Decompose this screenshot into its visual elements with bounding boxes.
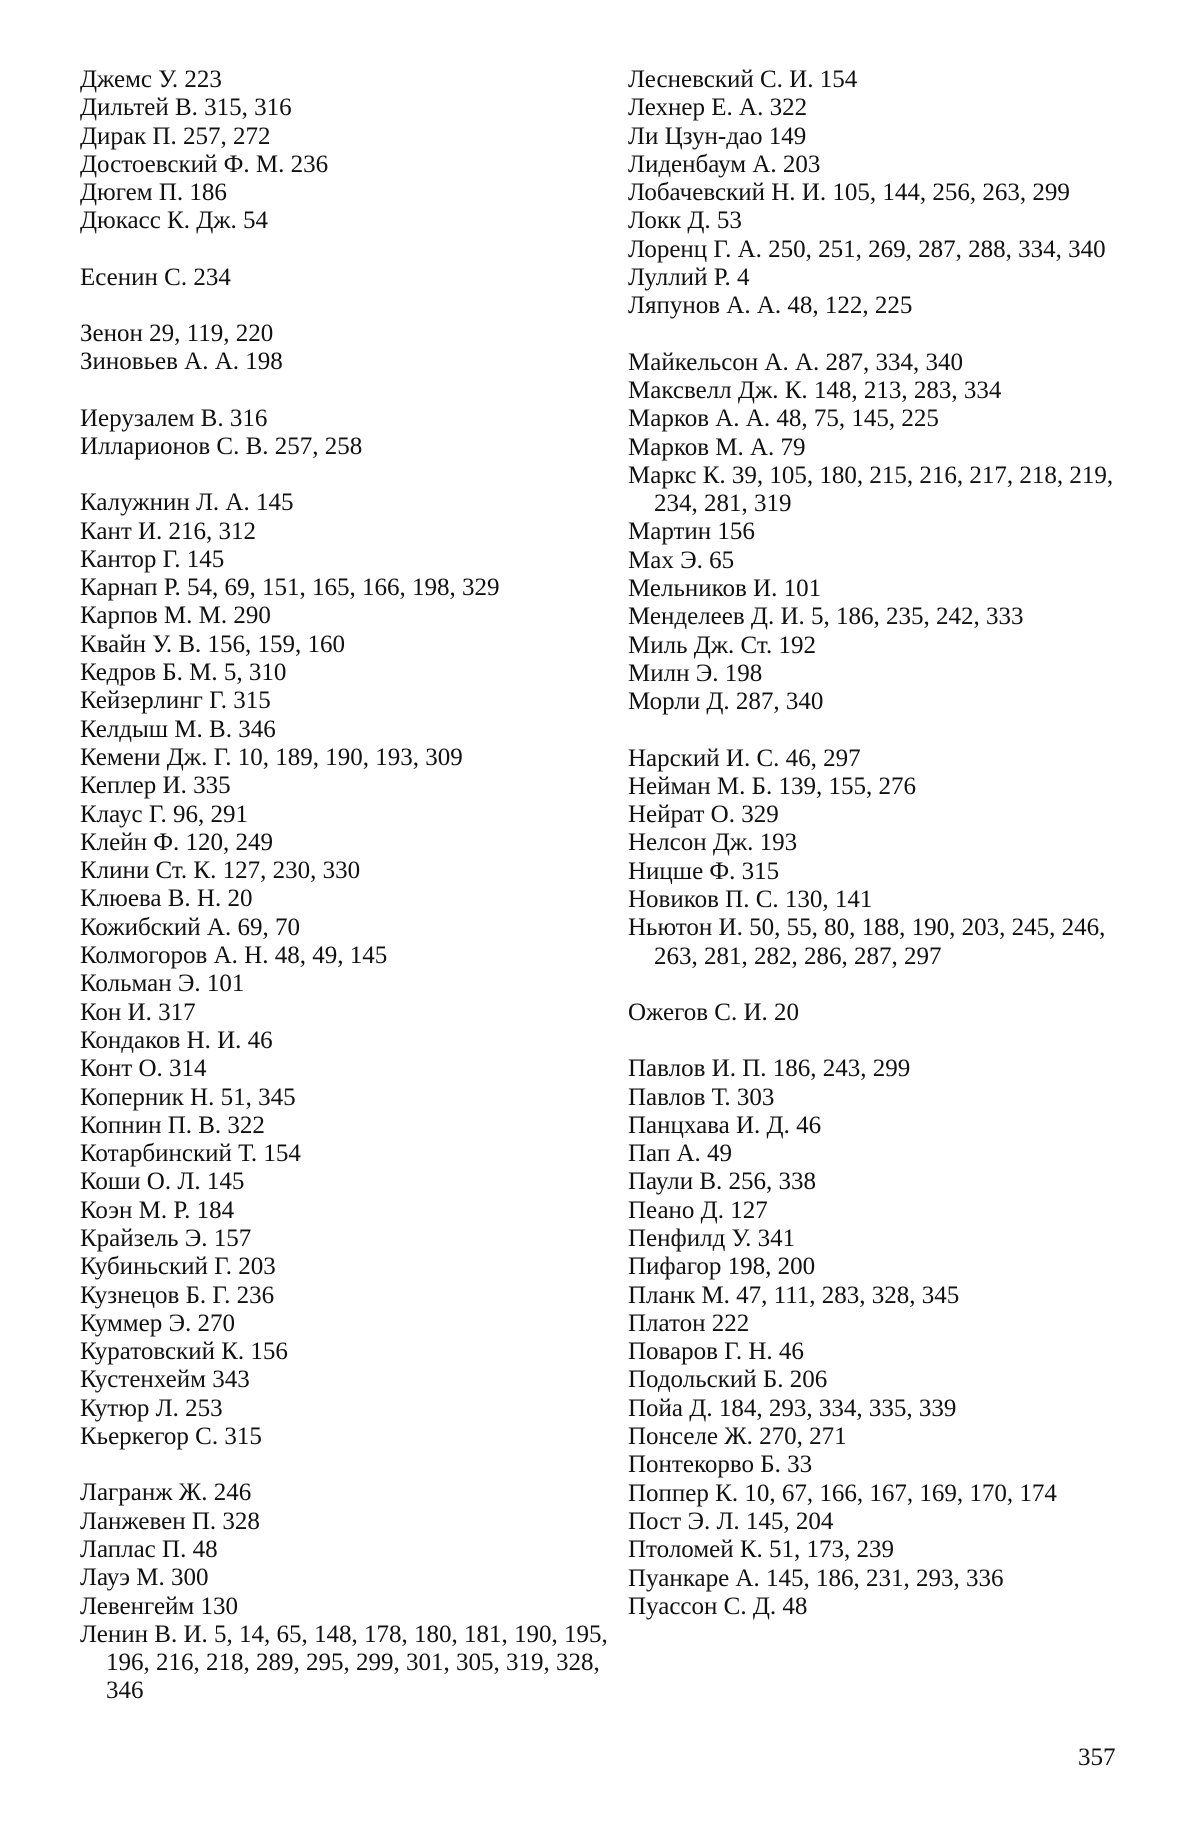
index-entry: Птоломей К. 51, 173, 239 <box>628 1536 895 1564</box>
index-entry: Карпов М. М. 290 <box>80 602 271 630</box>
index-entry: Ожегов С. И. 20 <box>628 998 800 1026</box>
index-entry: Милн Э. 198 <box>628 659 763 687</box>
index-entry: Маркс К. 39, 105, 180, 215, 216, 217, 218, 219, 234, 281, 319 <box>628 461 1114 518</box>
index-entry: Мартин 156 <box>628 518 755 546</box>
index-entry: Подольский Б. 206 <box>628 1366 828 1394</box>
index-entry: Поппер К. 10, 67, 166, 167, 169, 170, 174 <box>628 1479 1057 1507</box>
index-entry: Понтекорво Б. 33 <box>628 1451 813 1479</box>
index-entry: Мах Э. 65 <box>628 546 735 574</box>
index-entry: Понселе Ж. 270, 271 <box>628 1423 847 1451</box>
index-entry: Миль Дж. Ст. 192 <box>628 631 816 659</box>
index-entry: Ницше Ф. 315 <box>628 857 780 885</box>
index-entry: Кьеркегор С. 315 <box>80 1423 262 1451</box>
index-entry: Коэн М. Р. 184 <box>80 1196 235 1224</box>
index-entry: Конт О. 314 <box>80 1055 207 1083</box>
index-entry: Пуассон С. Д. 48 <box>628 1592 808 1620</box>
letter-group-gap <box>628 971 1148 999</box>
index-entry: Марков М. А. 79 <box>628 433 806 461</box>
index-entry: Илларионов С. В. 257, 258 <box>80 432 363 460</box>
index-entry: Пост Э. Л. 145, 204 <box>628 1507 834 1535</box>
index-entry: Луллий Р. 4 <box>628 264 750 292</box>
index-entry: Куммер Э. 270 <box>80 1309 235 1337</box>
index-entry: Кон И. 317 <box>80 998 196 1026</box>
index-entry: Павлов Т. 303 <box>628 1083 775 1111</box>
index-entry: Пойа Д. 184, 293, 334, 335, 339 <box>628 1394 957 1422</box>
index-entry: Ляпунов А. А. 48, 122, 225 <box>628 292 913 320</box>
index-entry: Зенон 29, 119, 220 <box>80 320 274 348</box>
index-entry: Пап А. 49 <box>628 1140 733 1168</box>
index-column-right <box>628 66 1148 1621</box>
index-entry: Марков А. А. 48, 75, 145, 225 <box>628 405 939 433</box>
letter-group-gap <box>80 377 620 405</box>
index-entry: Есенин С. 234 <box>80 263 231 291</box>
index-entry: Кубиньский Г. 203 <box>80 1253 276 1281</box>
index-entry: Лиденбаум А. 203 <box>628 150 821 178</box>
index-entry: Мельников И. 101 <box>628 575 822 603</box>
index-entry: Ланжевен П. 328 <box>80 1507 260 1535</box>
index-entry: Нелсон Дж. 193 <box>628 829 798 857</box>
index-entry: Пуанкаре А. 145, 186, 231, 293, 336 <box>628 1564 1004 1592</box>
index-entry: Пеано Д. 127 <box>628 1196 768 1224</box>
index-entry: Дирак П. 257, 272 <box>80 122 271 150</box>
index-entry: Кольман Э. 101 <box>80 970 245 998</box>
index-entry: Пенфилд У. 341 <box>628 1224 796 1252</box>
index-entry: Клюева В. Н. 20 <box>80 885 253 913</box>
index-entry: Кемени Дж. Г. 10, 189, 190, 193, 309 <box>80 743 463 771</box>
index-entry: Зиновьев А. А. 198 <box>80 348 283 376</box>
index-entry: Лауэ М. 300 <box>80 1564 209 1592</box>
index-entry: Лехнер Е. А. 322 <box>628 94 808 122</box>
index-entry: Кутюр Л. 253 <box>80 1394 223 1422</box>
index-entry: Кедров Б. М. 5, 310 <box>80 659 287 687</box>
index-entry: Морли Д. 287, 340 <box>628 688 824 716</box>
index-entry: Квайн У. В. 156, 159, 160 <box>80 630 346 658</box>
index-entry: Кузнецов Б. Г. 236 <box>80 1281 275 1309</box>
index-entry: Платон 222 <box>628 1309 750 1337</box>
index-entry: Карнап Р. 54, 69, 151, 165, 166, 198, 329 <box>80 574 500 602</box>
index-entry: Куратовский К. 156 <box>80 1338 288 1366</box>
index-entry: Локк Д. 53 <box>628 207 742 235</box>
letter-group-gap <box>628 321 1148 349</box>
letter-group-gap <box>80 461 620 489</box>
letter-group-gap <box>628 1027 1148 1055</box>
index-entry: Коши О. Л. 145 <box>80 1168 245 1196</box>
page-number: 357 <box>1078 1744 1116 1771</box>
index-entry: Кант И. 216, 312 <box>80 517 257 545</box>
index-entry: Кантор Г. 145 <box>80 545 225 573</box>
index-entry: Коперник Н. 51, 345 <box>80 1083 296 1111</box>
index-entry: Дюкасс К. Дж. 54 <box>80 207 269 235</box>
index-entry: Поваров Г. Н. 46 <box>628 1338 804 1366</box>
index-entry: Кеплер И. 335 <box>80 772 231 800</box>
index-entry: Лагранж Ж. 246 <box>80 1479 252 1507</box>
index-entry: Достоевский Ф. М. 236 <box>80 150 329 178</box>
index-entry: Крайзель Э. 157 <box>80 1224 252 1252</box>
index-entry: Клаус Г. 96, 291 <box>80 800 248 828</box>
index-entry: Копнин П. В. 322 <box>80 1111 265 1139</box>
index-entry: Котарбинский Т. 154 <box>80 1140 301 1168</box>
index-entry: Келдыш М. В. 346 <box>80 715 276 743</box>
index-entry: Иерузалем В. 316 <box>80 404 268 432</box>
index-entry: Клейн Ф. 120, 249 <box>80 828 274 856</box>
index-entry: Ньютон И. 50, 55, 80, 188, 190, 203, 245, 246, 263, 281, 282, 286, 287, 297 <box>628 914 1106 970</box>
letter-group-gap <box>80 292 620 320</box>
index-entry: Майкельсон А. А. 287, 334, 340 <box>628 348 964 376</box>
index-entry: Нейрат О. 329 <box>628 801 779 829</box>
index-entry: Джемс У. 223 <box>80 66 222 93</box>
index-entry: Нарский И. С. 46, 297 <box>628 744 861 772</box>
index-entry: Кондаков Н. И. 46 <box>80 1026 273 1054</box>
index-entry: Клини Ст. К. 127, 230, 330 <box>80 857 361 885</box>
index-entry: Ли Цзун-дао 149 <box>628 122 807 150</box>
index-entry: Павлов И. П. 186, 243, 299 <box>628 1055 911 1083</box>
index-entry: Пифагор 198, 200 <box>628 1253 816 1281</box>
index-entry: Нейман М. Б. 139, 155, 276 <box>628 772 916 800</box>
index-entry: Лаплас П. 48 <box>80 1535 218 1563</box>
index-entry: Менделеев Д. И. 5, 186, 235, 242, 333 <box>628 603 1024 631</box>
index-entry: Лесневский С. И. 154 <box>628 66 858 93</box>
letter-group-gap <box>80 236 620 264</box>
index-entry: Ленин В. И. 5, 14, 65, 148, 178, 180, 181, 190, 195, 196, 216, 218, 289, 295, 299, 301, 305, 319, 328, 346 <box>80 1620 608 1705</box>
index-entry: Кожибский А. 69, 70 <box>80 913 300 941</box>
index-entry: Лобачевский Н. И. 105, 144, 256, 263, 299 <box>628 179 1070 207</box>
index-entry: Дюгем П. 186 <box>80 179 227 207</box>
index-entry: Максвелл Дж. К. 148, 213, 283, 334 <box>628 376 1002 404</box>
index-entry: Планк М. 47, 111, 283, 328, 345 <box>628 1281 960 1309</box>
index-entry: Панцхава И. Д. 46 <box>628 1111 822 1139</box>
index-entry: Новиков П. С. 130, 141 <box>628 886 873 914</box>
index-entry: Калужнин Л. А. 145 <box>80 489 294 517</box>
index-entry: Кустенхейм 343 <box>80 1366 250 1394</box>
index-column-left <box>80 66 620 1706</box>
index-entry: Паули В. 256, 338 <box>628 1168 817 1196</box>
letter-group-gap <box>628 717 1148 745</box>
index-entry: Левенгейм 130 <box>80 1592 238 1620</box>
index-entry: Кейзерлинг Г. 315 <box>80 687 271 715</box>
index-entry: Дильтей В. 315, 316 <box>80 94 292 122</box>
index-entry: Лоренц Г. А. 250, 251, 269, 287, 288, 334, 340 <box>628 235 1106 263</box>
letter-group-gap <box>80 1451 620 1479</box>
index-entry: Колмогоров А. Н. 48, 49, 145 <box>80 942 388 970</box>
